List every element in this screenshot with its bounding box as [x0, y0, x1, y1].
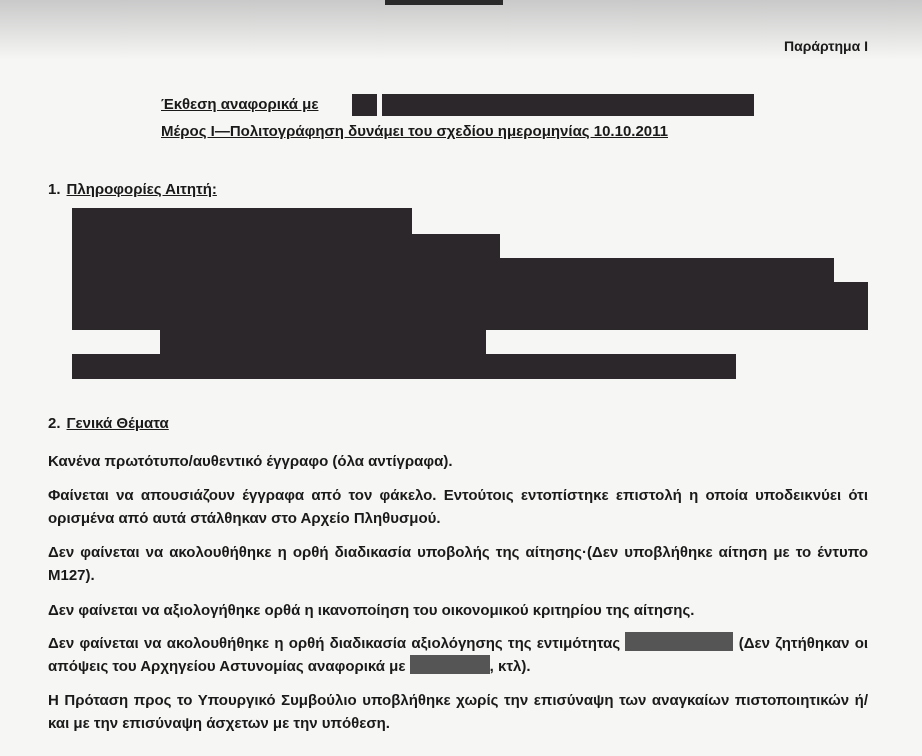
section-1-title: Πληροφορίες Αιτητή:	[66, 181, 217, 198]
redaction-block	[72, 258, 834, 284]
section-1-heading	[48, 181, 217, 198]
redaction-title-small	[352, 94, 377, 116]
section-1-number: 1.	[48, 181, 61, 198]
paragraph-5	[48, 632, 868, 678]
redaction-block	[72, 354, 736, 379]
annex-label: Παράρτημα Ι	[783, 38, 868, 54]
paragraph-4: Δεν φαίνεται να αξιολογήθηκε ορθά η ικανοποίηση του οικονομικού κριτηρίου της αίτησης.	[48, 602, 695, 619]
scanner-edge	[385, 0, 503, 5]
redaction-inline	[410, 655, 490, 674]
paragraph-5-text-a: Δεν φαίνεται να ακολουθήθηκε η ορθή διαδικασία αξιολόγησης της εντιμότητας	[48, 635, 621, 652]
paragraph-1: Κανένα πρωτότυπο/αυθεντικό έγγραφο (όλα αντίγραφα).	[48, 453, 453, 470]
paragraph-2: Φαίνεται να απουσιάζουν έγγραφα από τον φάκελο. Εντούτοις εντοπίστηκε επιστολή η οποία υποδεικνύει ότι ορισμένα από αυτά στάλθηκαν στο Αρχείο Πληθυσμού.	[48, 487, 868, 527]
section-2-title: Γενικά Θέματα	[66, 415, 169, 432]
redaction-block	[160, 328, 486, 354]
redaction-title	[382, 94, 754, 116]
paragraph-5-text-c: , κτλ).	[489, 658, 531, 675]
paragraph-6: Η Πρόταση προς το Υπουργικό Συμβούλιο υποβλήθηκε χωρίς την επισύναψη των αναγκαίων πιστοποιητικών ή/και με την επισύναψη άσχετων με την υπόθεση.	[48, 692, 868, 732]
title-line-2: Μέρος Ι—Πολιτογράφηση δυνάμει του σχεδίου ημερομηνίας 10.10.2011	[161, 123, 668, 140]
section-2-number: 2.	[48, 415, 61, 432]
redaction-block	[72, 234, 500, 260]
paragraph-5-text-b: (Δεν ζητήθηκαν οι απόψεις του Αρχηγείου Αστυνομίας αναφορικά με	[48, 635, 869, 675]
section-2-heading	[48, 415, 169, 432]
redaction-inline	[625, 632, 733, 651]
title-line-1: Έκθεση αναφορικά με	[161, 96, 319, 113]
redaction-block	[72, 282, 868, 330]
paragraph-3: Δεν φαίνεται να ακολουθήθηκε η ορθή διαδικασία υποβολής της αίτησης·(Δεν υποβλήθηκε αίτηση με το έντυπο Μ127).	[48, 544, 868, 584]
